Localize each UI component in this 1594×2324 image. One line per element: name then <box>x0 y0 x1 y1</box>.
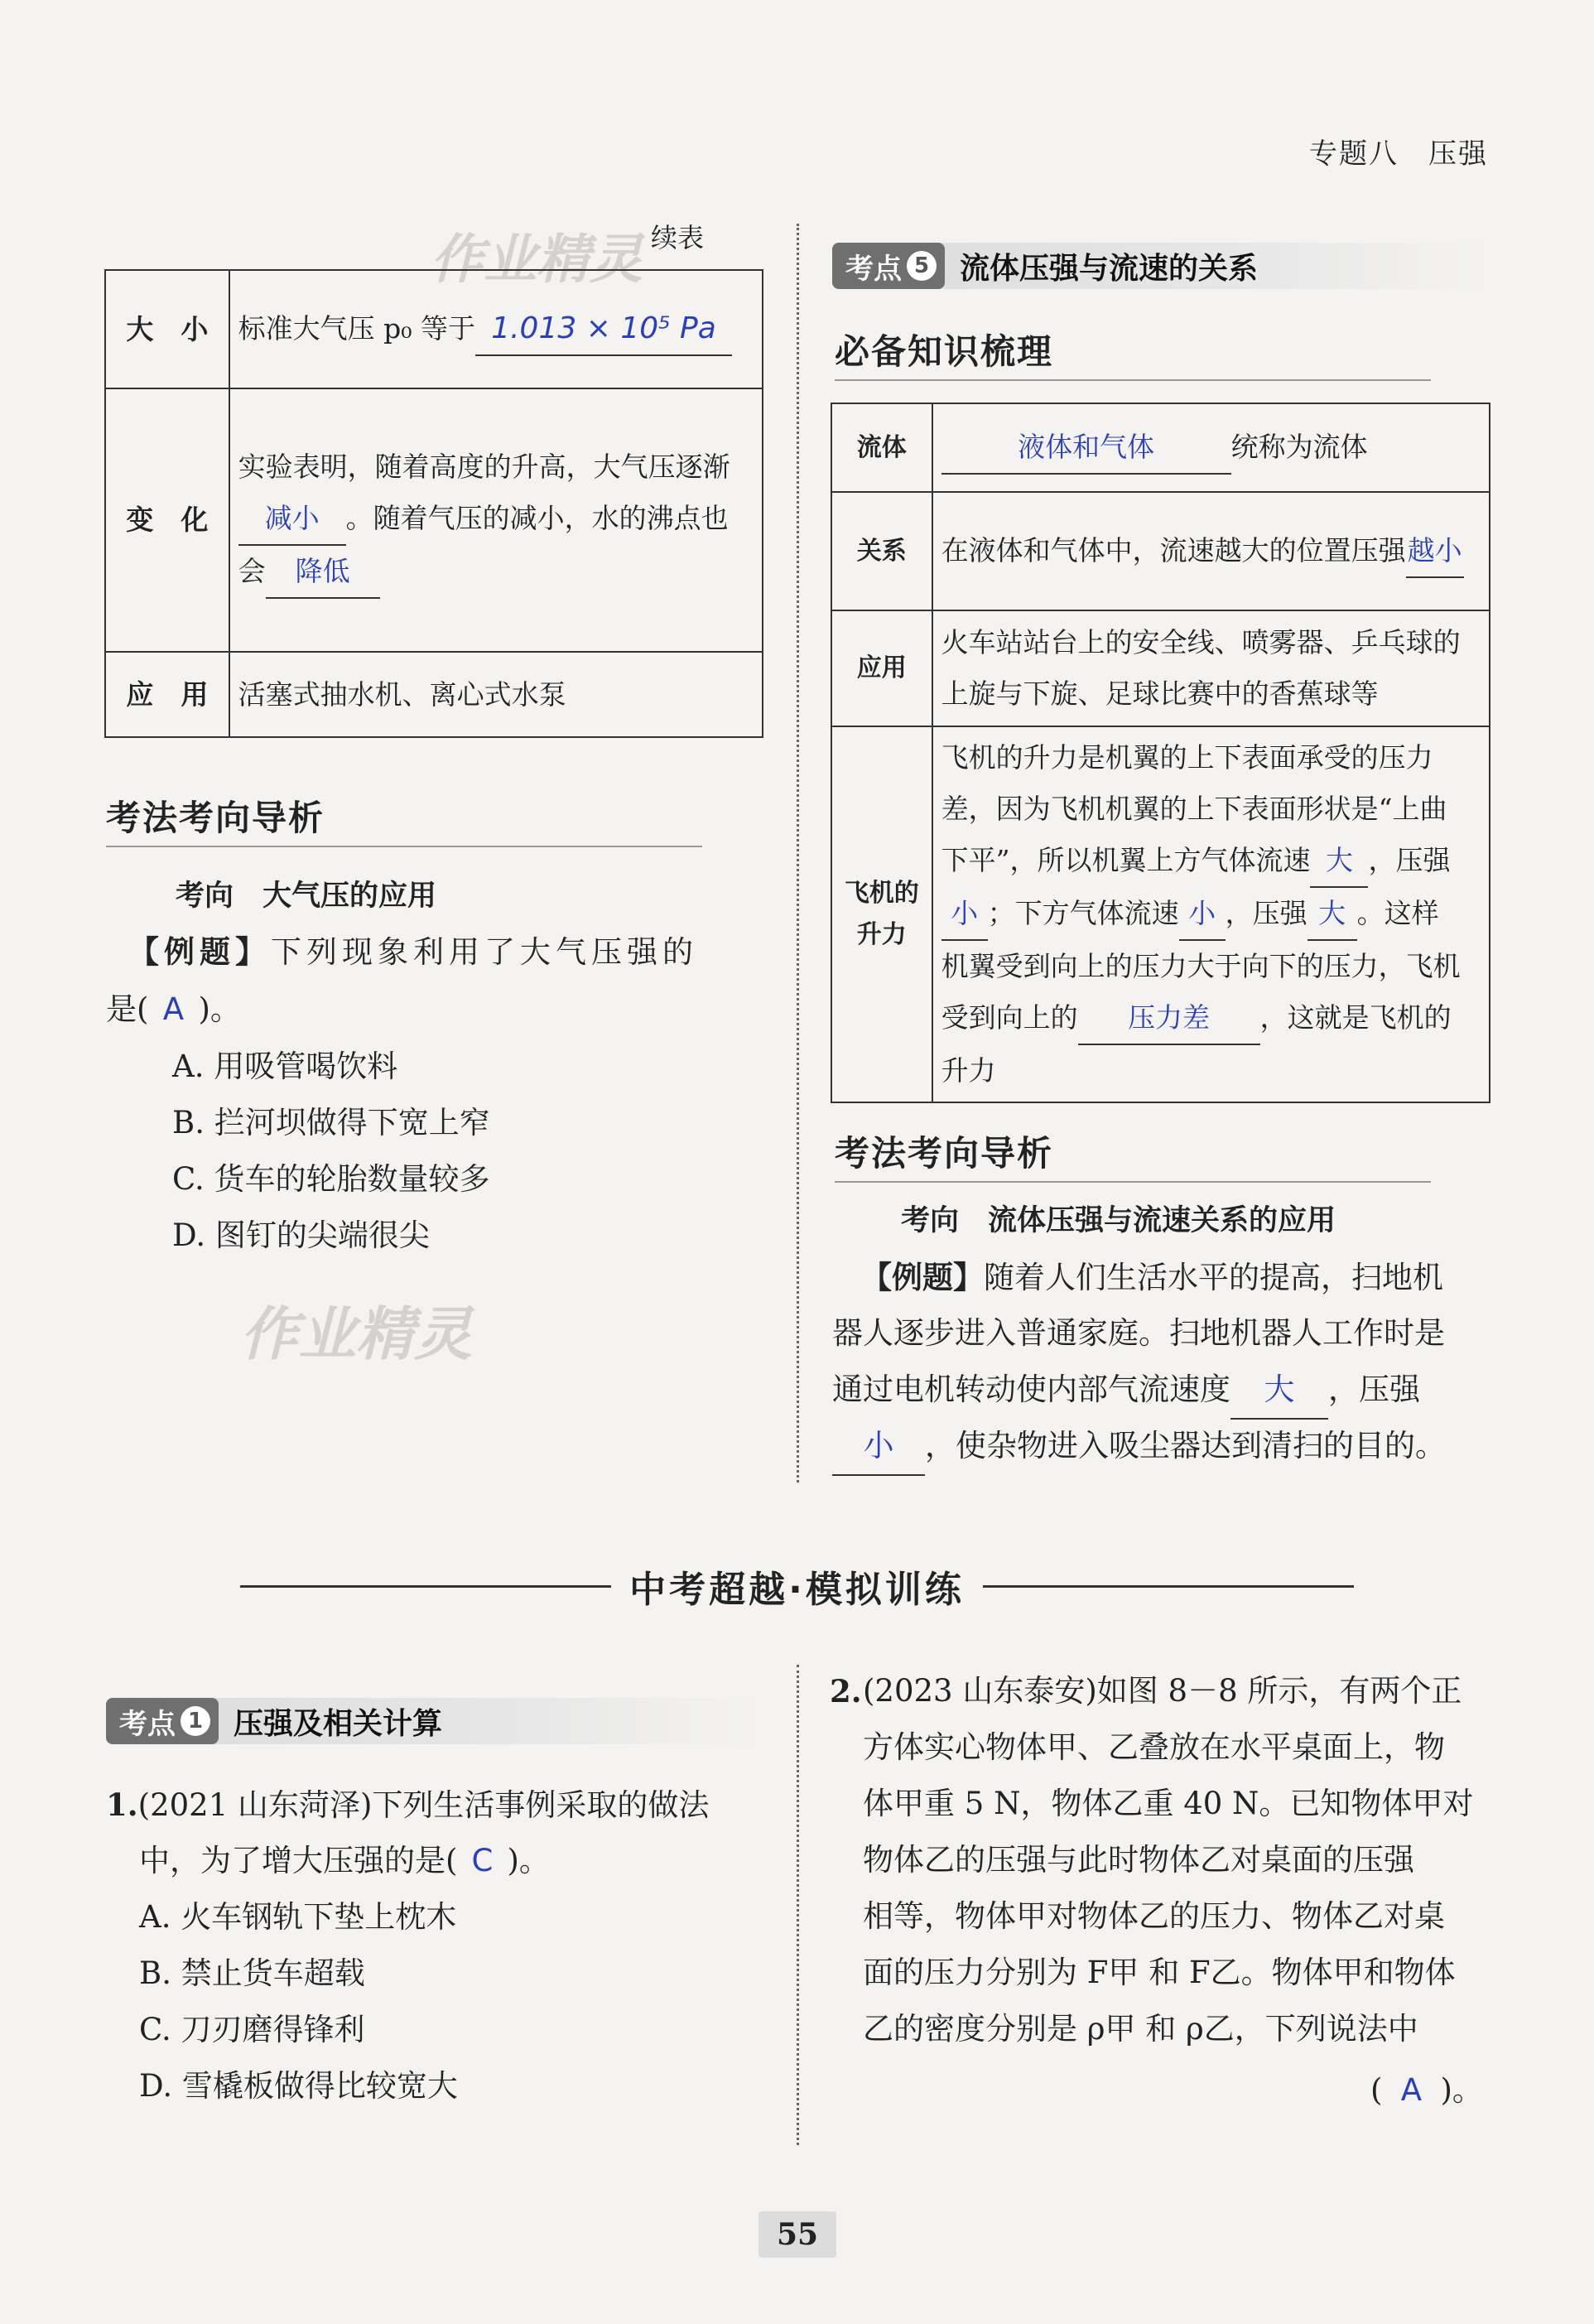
example-text-line <box>832 1362 1420 1420</box>
row-text: 差，因为飞机机翼的上下表面形状是“上曲 <box>941 793 1447 825</box>
running-head: 专题八 压强 <box>1309 137 1488 171</box>
direction-label: 考向 大气压的应用 <box>176 880 437 913</box>
question-text: 体甲重 5 N，物体乙重 40 N。已知物体甲对 <box>863 1786 1474 1821</box>
row-text: 火车站站台上的安全线、喷雾器、乒乓球的 <box>941 626 1461 658</box>
answer-blank: 越小 <box>1406 525 1464 578</box>
row-text-line <box>941 835 1481 888</box>
question-text: 中，为了增大压强的是( <box>139 1843 458 1878</box>
row-text: 机翼受到向上的压力大于向下的压力，飞机 <box>941 950 1461 982</box>
answer-blank: 1.013 × 10⁵ Pa <box>475 303 732 356</box>
row-head-line: 飞机的 <box>844 879 919 908</box>
row-head <box>831 726 932 1102</box>
row-text: 升力 <box>941 1054 996 1087</box>
topic-title: 流体压强与流速的关系 <box>960 251 1259 286</box>
row-text: 受到向上的 <box>941 1001 1078 1034</box>
page-number: 55 <box>758 2211 836 2258</box>
option: D. 雪橇板做得比较宽大 <box>139 2068 458 2104</box>
table-row <box>105 270 763 388</box>
example-text: 下列现象利用了大气压强的 <box>271 934 698 970</box>
row-head: 变 化 <box>105 388 229 652</box>
row-head: 应 用 <box>105 652 229 737</box>
question-text: 物体乙的压强与此时物体乙对桌面的压强 <box>863 1842 1414 1878</box>
fluid-pressure-table <box>831 403 1490 1103</box>
question-text: 乙的密度分别是 ρ甲 和 ρ乙，下列说法中 <box>863 2011 1418 2047</box>
row-head-line: 升力 <box>856 920 907 949</box>
answer-blank: 压力差 <box>1078 992 1260 1045</box>
row-text: 。随着气压的减小，水的沸点也会 <box>238 502 729 587</box>
row-text: 在液体和气体中，流速越大的位置压强 <box>941 533 1406 567</box>
example-label: 【例题】 <box>128 933 271 970</box>
title-rule <box>240 1585 611 1588</box>
row-head: 大 小 <box>105 270 229 388</box>
row-content <box>932 610 1490 726</box>
option: D. 图钉的尖端很尖 <box>172 1217 430 1253</box>
row-content <box>932 726 1490 1102</box>
row-text: ，这就是飞机的 <box>1259 1001 1452 1034</box>
answer-blank: 降低 <box>266 546 380 599</box>
topic-label: 考点 <box>845 252 902 286</box>
answer-blank: 减小 <box>238 493 346 546</box>
question-number: 1. <box>106 1786 138 1823</box>
table-row <box>831 610 1490 726</box>
column-divider <box>797 224 799 1483</box>
example-text: ，压强 <box>1328 1372 1420 1407</box>
question-answer: A <box>1400 2072 1423 2108</box>
row-head: 关系 <box>831 492 932 610</box>
topic-pill <box>106 1698 219 1744</box>
row-content <box>229 388 763 652</box>
row-text-line <box>941 992 1481 1045</box>
example-text: ，使杂物进入吸尘器达到清扫的目的。 <box>925 1428 1446 1463</box>
center-title-row <box>240 1557 1354 1615</box>
option: B. 禁止货车超载 <box>139 1955 365 1991</box>
question-1 <box>106 1777 768 1834</box>
question-text: 相等，物体甲对物体乙的压力、物体乙对桌 <box>863 1898 1445 1934</box>
section-heading: 考法考向导析 <box>106 791 702 847</box>
row-head: 应用 <box>831 610 932 726</box>
example-text: 通过电机转动使内部气流速度 <box>832 1372 1230 1407</box>
row-text: 统称为流体 <box>1230 430 1368 463</box>
table-row <box>831 403 1490 492</box>
example-answer: A <box>162 991 185 1027</box>
answer-blank: 液体和气体 <box>941 422 1231 475</box>
question-text: 面的压力分别为 F甲 和 F乙。物体甲和物体 <box>863 1955 1456 1990</box>
continued-label: 续表 <box>651 222 705 253</box>
question-text: )。 <box>1440 2072 1483 2108</box>
topic-number: 5 <box>907 251 937 281</box>
example-text: )。 <box>198 991 241 1027</box>
topic-tag <box>106 1698 762 1744</box>
section-heading: 必备知识梳理 <box>835 325 1431 381</box>
row-text: 活塞式抽水机、离心式水泵 <box>229 652 763 737</box>
row-text: 标准大气压 p₀ 等于 <box>238 311 475 345</box>
option: C. 货车的轮胎数量较多 <box>172 1161 490 1197</box>
row-text: 实验表明，随着高度的升高，大气压逐渐 <box>238 451 730 483</box>
title-rule <box>983 1585 1354 1588</box>
question-answer-line <box>1370 2062 1483 2119</box>
example-label: 【例题】 <box>861 1259 984 1295</box>
table-row <box>831 492 1490 610</box>
option: A. 火车钢轨下垫上枕木 <box>139 1899 457 1935</box>
topic-title: 压强及相关计算 <box>234 1706 443 1741</box>
section-heading: 考法考向导析 <box>835 1126 1431 1183</box>
row-content <box>229 270 763 388</box>
option: A. 用吸管喝饮料 <box>172 1049 398 1084</box>
option: B. 拦河坝做得下宽上窄 <box>172 1105 490 1140</box>
column-divider <box>797 1665 799 2145</box>
topic-pill <box>832 243 945 289</box>
answer-blank: 小 <box>1179 888 1226 941</box>
row-text: ，压强 <box>1225 897 1307 929</box>
answer-blank: 小 <box>941 888 988 941</box>
topic-tag <box>832 243 1490 289</box>
question-number: 2. <box>830 1673 862 1709</box>
answer-blank: 大 <box>1310 835 1368 888</box>
answer-blank: 小 <box>832 1418 925 1476</box>
example-text: 随着人们生活水平的提高，扫地机 <box>984 1260 1443 1295</box>
row-text-line <box>941 888 1481 941</box>
row-text: 上旋与下旋、足球比赛中的香蕉球等 <box>941 677 1379 710</box>
question-text: (2021 山东菏泽)下列生活事例采取的做法 <box>137 1787 710 1823</box>
watermark: 作业精灵 <box>240 1300 472 1368</box>
question-text: 方体实心物体甲、乙叠放在水平桌面上，物 <box>863 1729 1445 1765</box>
row-text: 下平”，所以机翼上方气体流速 <box>941 844 1311 876</box>
row-content <box>932 403 1490 492</box>
direction-label: 考向 流体压强与流速关系的应用 <box>901 1204 1336 1237</box>
question-text: ( <box>1370 2072 1383 2108</box>
topic-label: 考点 <box>119 1707 176 1741</box>
question-text: )。 <box>507 1843 550 1878</box>
question-text: (2023 山东泰安)如图 8－8 所示，有两个正 <box>863 1673 1462 1709</box>
row-content <box>932 492 1490 610</box>
center-title: 中考超越·模拟训练 <box>629 1569 965 1611</box>
table-row <box>105 388 763 652</box>
table-row <box>105 652 763 737</box>
row-head: 流体 <box>831 403 932 492</box>
question-1-cont <box>139 1833 550 1889</box>
table-row <box>831 726 1490 1102</box>
topic-number: 1 <box>181 1706 210 1736</box>
row-text: 。这样 <box>1356 897 1439 929</box>
example-question <box>128 923 766 981</box>
example-question-cont <box>106 981 241 1038</box>
example-text-line <box>832 1418 1446 1476</box>
row-text: 飞机的升力是机翼的上下表面承受的压力 <box>941 741 1433 774</box>
example-text: 器人逐步进入普通家庭。扫地机器人工作时是 <box>832 1315 1445 1351</box>
row-text: ，压强 <box>1368 844 1451 876</box>
example-text: 是( <box>106 991 149 1027</box>
answer-blank: 大 <box>1230 1362 1328 1420</box>
atmospheric-pressure-table <box>104 269 763 738</box>
option: C. 刀刃磨得锋利 <box>139 2012 365 2047</box>
example-question <box>861 1249 1443 1306</box>
question-answer: C <box>471 1843 494 1878</box>
row-text: ；下方气体流速 <box>987 897 1179 929</box>
answer-blank: 大 <box>1307 888 1357 941</box>
watermark: 作业精灵 <box>431 229 643 291</box>
